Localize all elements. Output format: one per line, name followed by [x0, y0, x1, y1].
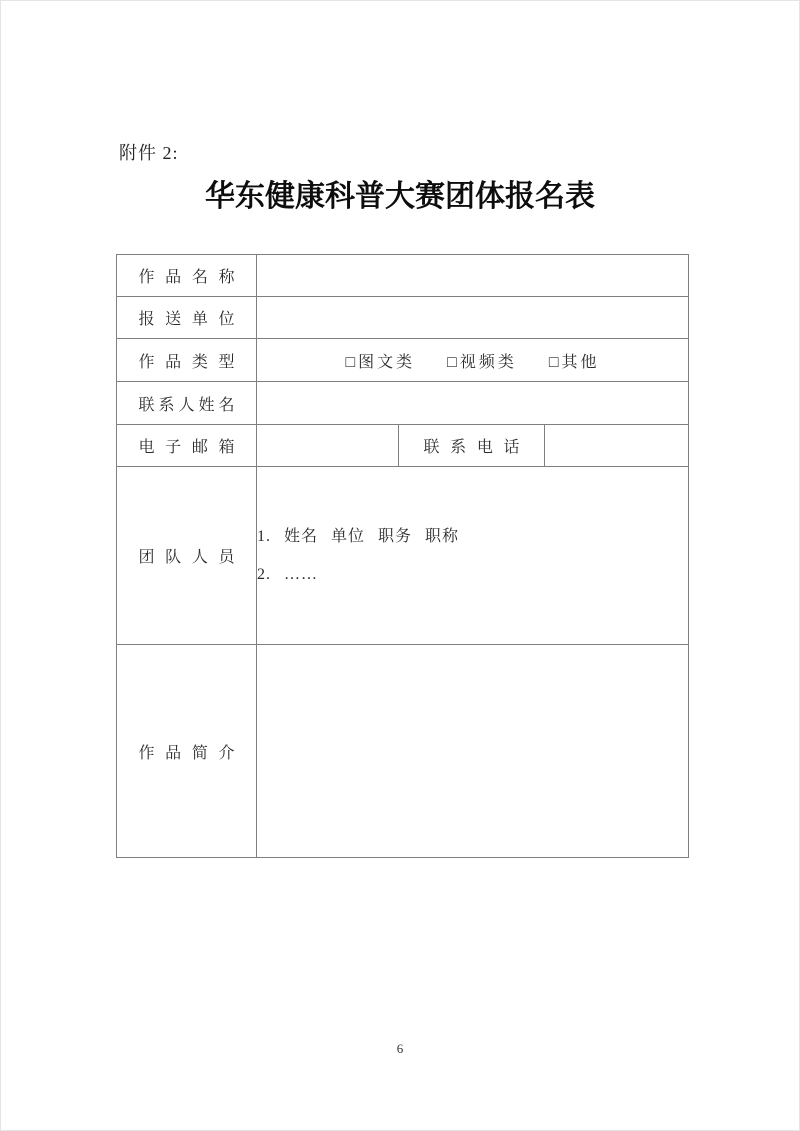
checkbox-icon: □: [345, 353, 359, 371]
registration-form-table: [116, 254, 689, 858]
table-row-work-name: [117, 255, 689, 297]
checkbox-icon: □: [548, 353, 562, 371]
work-type-options-cell: [257, 339, 689, 382]
email-value-cell: [257, 425, 399, 467]
page-number: 6: [396, 1041, 404, 1056]
email-label-cell: [117, 425, 257, 467]
work-name-value-cell: [257, 255, 689, 297]
team-value-cell: [257, 467, 689, 645]
submit-unit-value-cell: [257, 297, 689, 339]
submit-unit-label-cell: [117, 297, 257, 339]
table-row-team: [117, 467, 689, 645]
page-title: 华东健康科普大赛团体报名表: [205, 180, 595, 213]
intro-value-cell: [257, 645, 689, 858]
team-line-2: 2. ……: [257, 565, 318, 583]
contact-name-value-cell: [257, 382, 689, 425]
phone-value-cell: [545, 425, 689, 467]
table-row-work-type: [117, 339, 689, 382]
submit-unit-label: 报送单位: [138, 311, 235, 328]
work-name-label: 作品名称: [138, 269, 235, 286]
contact-name-label-cell: [117, 382, 257, 425]
table-row-contact: [117, 425, 689, 467]
checkbox-icon: □: [447, 353, 460, 371]
team-label-cell: [117, 467, 257, 645]
option-label: 其他: [561, 353, 600, 371]
phone-label-cell: [399, 425, 545, 467]
table-row-submit-unit: [117, 297, 689, 339]
team-label: 团队人员: [138, 549, 235, 566]
work-type-label: 作品类型: [138, 353, 235, 371]
contact-name-label: 联系人姓名: [138, 396, 235, 414]
attachment-label: 附件 2:: [119, 143, 179, 163]
work-type-option-shipin: [447, 349, 517, 372]
intro-label: 作品简介: [138, 744, 235, 762]
phone-label: 联系电话: [423, 439, 520, 456]
work-type-option-qita: [549, 349, 600, 372]
option-label: 图文类: [358, 353, 416, 371]
intro-label-cell: [117, 645, 257, 858]
work-type-label-cell: [117, 339, 257, 382]
table-row-contact-name: [117, 382, 689, 425]
team-line-1: 1. 姓名 单位 职务 职称: [257, 527, 460, 545]
option-label: 视频类: [459, 353, 517, 371]
table-row-intro: [117, 645, 689, 858]
email-label: 电子邮箱: [138, 439, 235, 456]
work-name-label-cell: [117, 255, 257, 297]
work-type-option-tuwen: [345, 349, 415, 372]
